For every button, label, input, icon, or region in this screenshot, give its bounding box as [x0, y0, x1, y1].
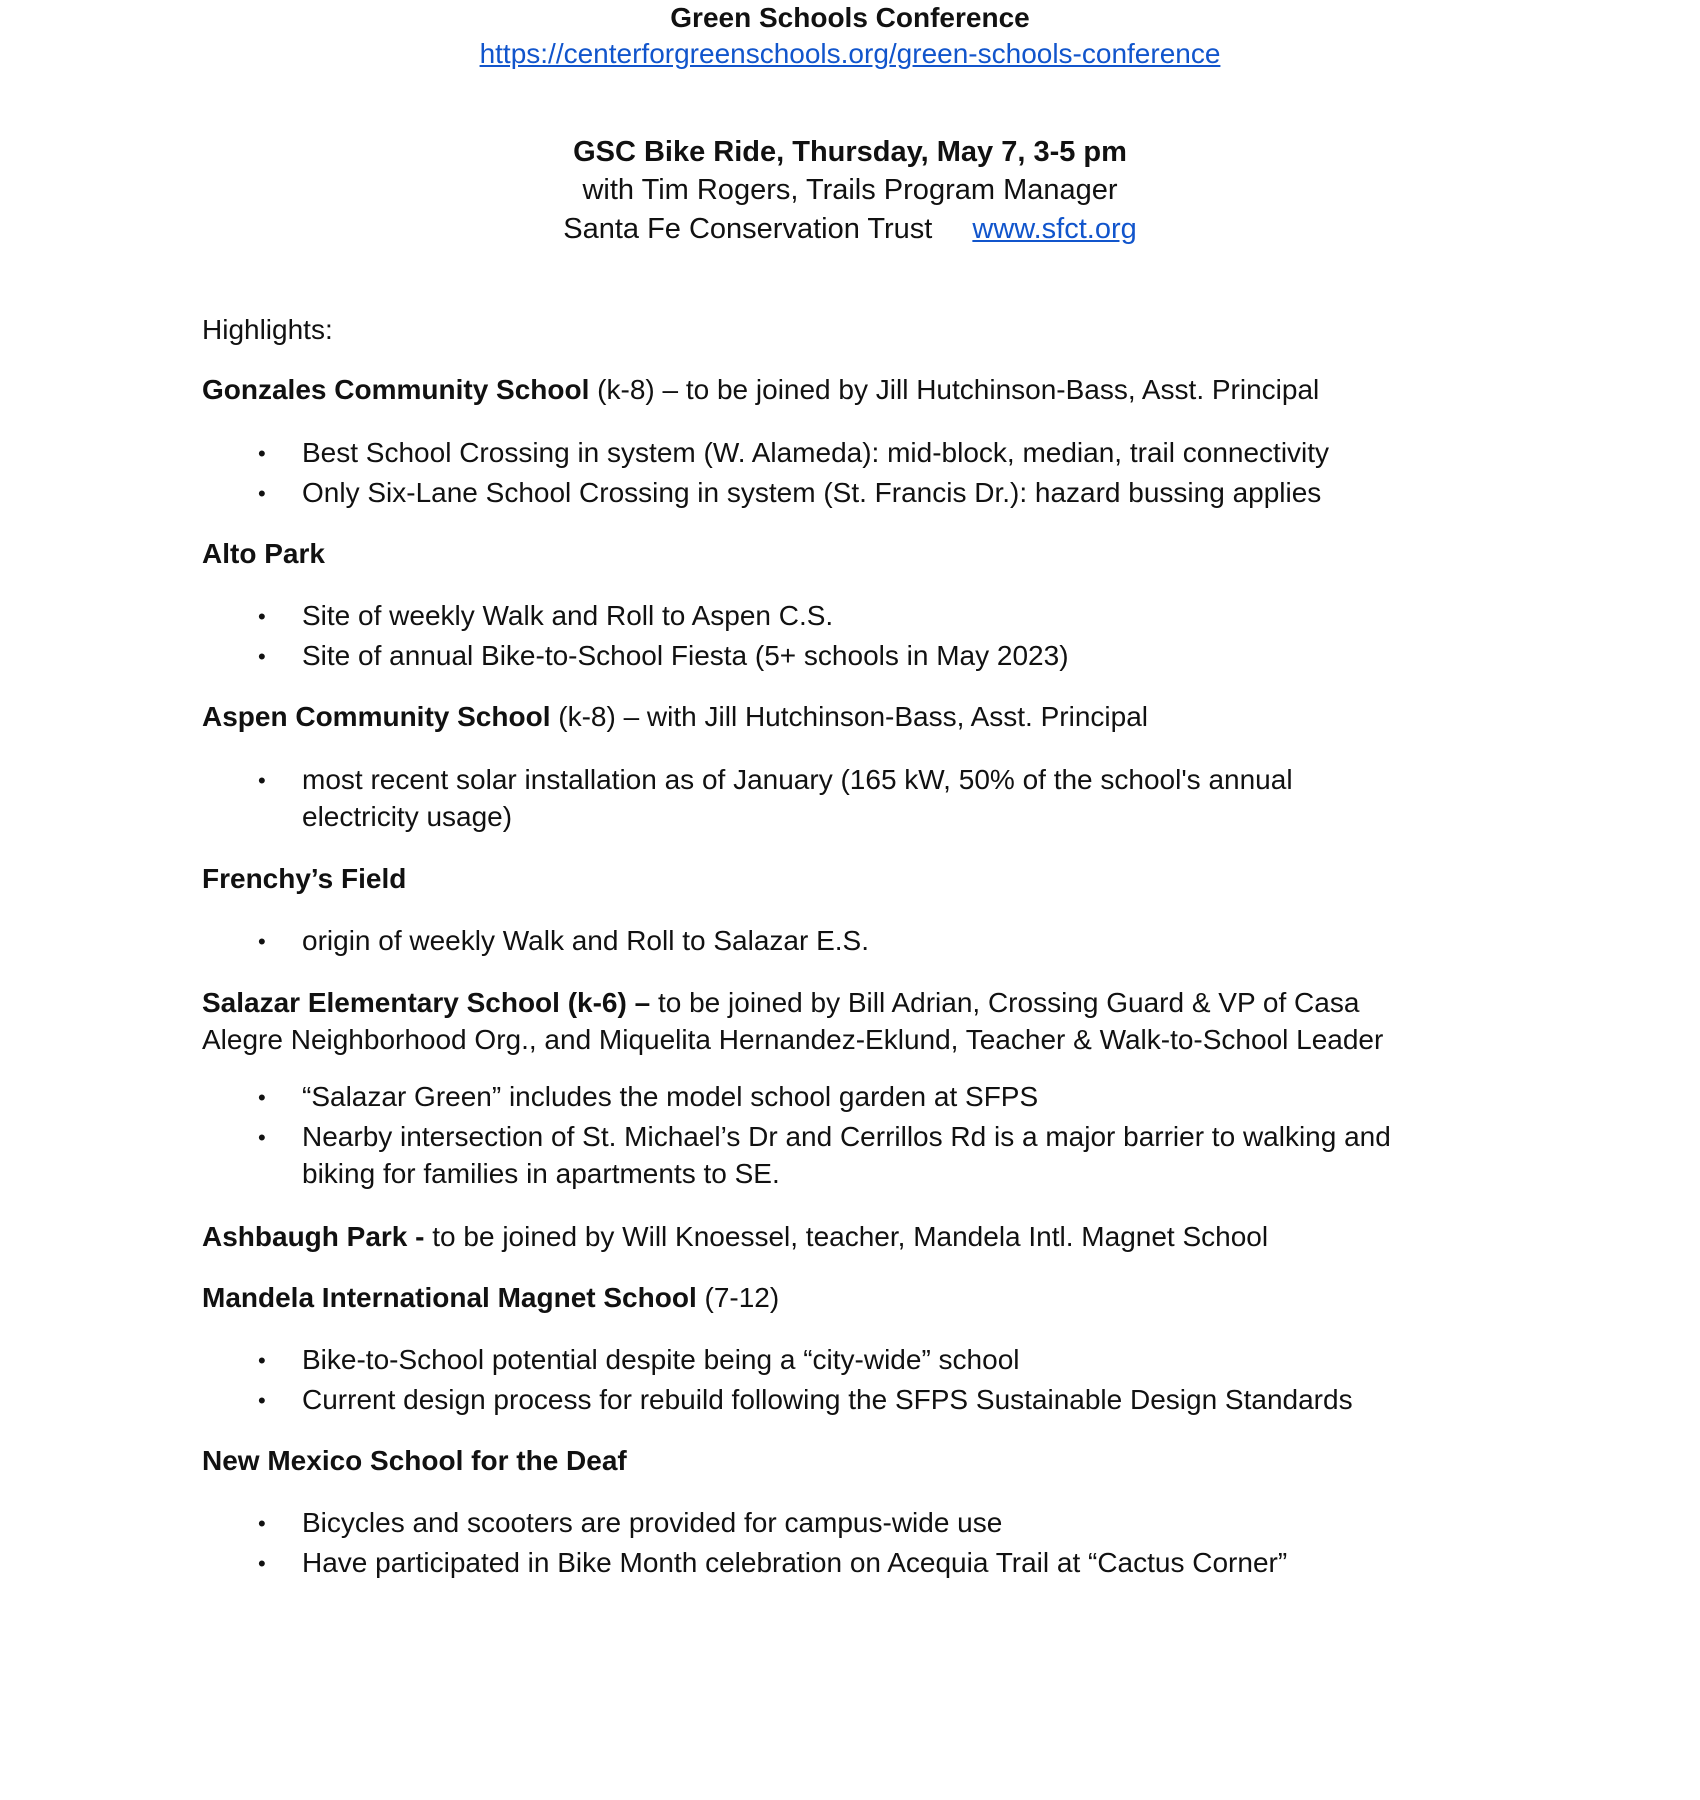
list-item: Site of weekly Walk and Roll to Aspen C.S. — [302, 600, 834, 631]
section-name: Mandela International Magnet School — [202, 1282, 697, 1313]
section-detail-continuation: Alegre Neighborhood Org., and Miquelita Hernandez-Eklund, Teacher & Walk-to-School Leader — [202, 1024, 1384, 1055]
section-name: Salazar Elementary School (k-6) – — [202, 987, 651, 1018]
section-heading-salazar — [202, 987, 1359, 1019]
bullet-icon: • — [258, 604, 266, 629]
section-heading-nm-school-deaf: New Mexico School for the Deaf — [202, 1445, 627, 1476]
section-name: Aspen Community School — [202, 701, 551, 732]
bullet-icon: • — [258, 1551, 266, 1576]
list-item: Only Six-Lane School Crossing in system (St. Francis Dr.): hazard bussing applies — [302, 477, 1322, 508]
bullet-icon: • — [258, 644, 266, 669]
bullet-icon: • — [258, 1511, 266, 1536]
list-item: Nearby intersection of St. Michael’s Dr and Cerrillos Rd is a major barrier to walking and — [302, 1121, 1391, 1152]
page-title: Green Schools Conference — [670, 2, 1030, 33]
list-item: most recent solar installation as of January (165 kW, 50% of the school's annual — [302, 764, 1293, 795]
bullet-icon: • — [258, 1388, 266, 1413]
section-detail: (k-8) – to be joined by Jill Hutchinson-Bass, Asst. Principal — [589, 374, 1320, 405]
host-line: with Tim Rogers, Trails Program Manager — [582, 174, 1118, 206]
bullet-icon: • — [258, 481, 266, 506]
section-detail: to be joined by Will Knoessel, teacher, Mandela Intl. Magnet School — [424, 1221, 1269, 1252]
org-line — [0, 213, 1700, 246]
list-item: “Salazar Green” includes the model school garden at SFPS — [302, 1081, 1039, 1112]
list-item-continuation: electricity usage) — [302, 801, 513, 832]
list-item: origin of weekly Walk and Roll to Salazar E.S. — [302, 925, 869, 956]
bullet-icon: • — [258, 1085, 266, 1110]
section-heading-gonzales — [202, 374, 1319, 406]
list-item-continuation: biking for families in apartments to SE. — [302, 1158, 780, 1189]
list-item: Best School Crossing in system (W. Alameda): mid-block, median, trail connectivity — [302, 437, 1330, 468]
section-heading-ashbaugh-park — [202, 1221, 1268, 1253]
list-item: Have participated in Bike Month celebration on Acequia Trail at “Cactus Corner” — [302, 1547, 1288, 1578]
list-item: Current design process for rebuild following the SFPS Sustainable Design Standards — [302, 1384, 1353, 1415]
conference-link[interactable]: https://centerforgreenschools.org/green-schools-conference — [479, 38, 1221, 69]
section-name: Ashbaugh Park - — [202, 1221, 425, 1252]
event-title: GSC Bike Ride, Thursday, May 7, 3-5 pm — [573, 136, 1127, 168]
section-heading-mandela — [202, 1282, 779, 1314]
list-item: Site of annual Bike-to-School Fiesta (5+ schools in May 2023) — [302, 640, 1069, 671]
list-item: Bike-to-School potential despite being a “city-wide” school — [302, 1344, 1020, 1375]
section-detail: (k-8) – with Jill Hutchinson-Bass, Asst. Principal — [550, 701, 1148, 732]
org-link[interactable]: www.sfct.org — [972, 213, 1137, 245]
list-item: Bicycles and scooters are provided for campus-wide use — [302, 1507, 1003, 1538]
section-heading-aspen — [202, 701, 1148, 733]
org-name: Santa Fe Conservation Trust — [563, 213, 933, 245]
highlights-label: Highlights: — [202, 314, 333, 345]
section-heading-alto-park: Alto Park — [202, 538, 325, 569]
bullet-icon: • — [258, 929, 266, 954]
section-detail: (7-12) — [696, 1282, 780, 1313]
bullet-icon: • — [258, 441, 266, 466]
section-heading-frenchys-field: Frenchy’s Field — [202, 863, 407, 894]
conference-link-line — [0, 38, 1700, 70]
bullet-icon: • — [258, 768, 266, 793]
section-name: Gonzales Community School — [202, 374, 590, 405]
bullet-icon: • — [258, 1125, 266, 1150]
section-detail: to be joined by Bill Adrian, Crossing Guard & VP of Casa — [650, 987, 1360, 1018]
bullet-icon: • — [258, 1348, 266, 1373]
